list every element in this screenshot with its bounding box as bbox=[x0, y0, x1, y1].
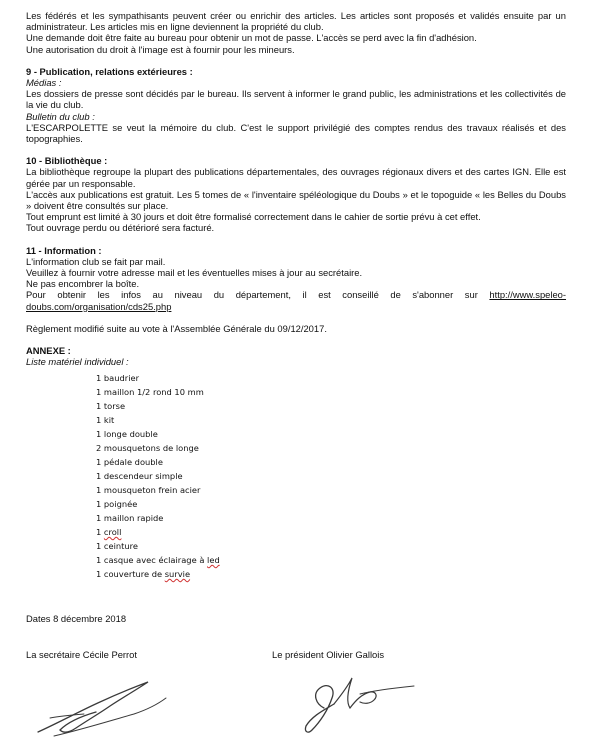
section-11-title: 11 - Information : bbox=[26, 244, 102, 256]
document-date: Dates 8 décembre 2018 bbox=[26, 613, 127, 624]
list-item: 1 descendeur simple bbox=[96, 471, 183, 482]
intro-line-3: Une autorisation du droit à l'image est à fournir pour les mineurs. bbox=[26, 43, 295, 55]
section-10-title: 10 - Bibliothèque : bbox=[26, 155, 108, 167]
list-item bbox=[96, 554, 566, 568]
document-body bbox=[26, 10, 566, 582]
president-label: Le président Olivier Gallois bbox=[272, 649, 385, 660]
list-item: 1 maillon 1/2 rond 10 mm bbox=[96, 387, 204, 398]
list-item: 1 pédale double bbox=[96, 457, 163, 468]
annexe-list-label: Liste matériel individuel : bbox=[26, 356, 129, 368]
list-item-text: 1 croll bbox=[96, 526, 122, 537]
cds25-link[interactable]: http://www.speleo-doubs.com/organisation/cds25.php bbox=[26, 289, 567, 312]
medias-label: Médias : bbox=[26, 77, 62, 89]
info-link-intro: Pour obtenir les infos au niveau du département, il est conseillé de s'abonner sur bbox=[26, 289, 478, 301]
section-9-title: 9 - Publication, relations extérieures : bbox=[26, 65, 193, 77]
info-line-2: Veuillez à fournir votre adresse mail et les éventuelles mises à jour au secrétaire. bbox=[26, 267, 363, 279]
annexe-title: ANNEXE : bbox=[26, 345, 71, 357]
info-link-paragraph bbox=[26, 289, 566, 311]
list-item-text: 1 casque avec éclairage à led bbox=[96, 554, 220, 565]
library-line-4: Tout ouvrage perdu ou détérioré sera facturé. bbox=[26, 222, 215, 234]
list-item bbox=[96, 526, 566, 540]
list-item: 2 mousquetons de longe bbox=[96, 443, 199, 454]
list-item: 1 mousqueton frein acier bbox=[96, 485, 201, 496]
spacer bbox=[26, 312, 566, 323]
list-item: 1 torse bbox=[96, 401, 126, 412]
reglement-note: Règlement modifié suite au vote à l'Assemblée Générale du 09/12/2017. bbox=[26, 322, 327, 334]
spellcheck-word: croll bbox=[103, 526, 122, 537]
spellcheck-word: led bbox=[207, 554, 220, 565]
list-item: 1 longe double bbox=[96, 429, 158, 440]
intro-line-2: Une demande doit être faite au bureau pour obtenir un mot de passe. L'accès se perd avec la fin d'adhésion. bbox=[26, 32, 477, 44]
spellcheck-word: survie bbox=[164, 568, 191, 579]
library-line-2: L'accès aux publications est gratuit. Les 5 tomes de « l'inventaire spéléologique du Doubs » et le topoguide « les Belles du Doubs » doivent être consultés sur place. bbox=[26, 188, 566, 212]
secretary-signature bbox=[30, 672, 170, 738]
library-line-3: Tout emprunt est limité à 30 jours et doit être formalisé correctement dans le cahier de sortie prévu à cet effet. bbox=[26, 211, 481, 223]
list-item-text: 1 couverture de survie bbox=[96, 568, 191, 579]
info-line-3: Ne pas encombrer la boîte. bbox=[26, 278, 140, 290]
list-item: 1 maillon rapide bbox=[96, 513, 164, 524]
library-line-1: La bibliothèque regroupe la plupart des publications départementales, des ouvrages régionaux divers et des cartes IGN. Elle est gérée par un responsable. bbox=[26, 166, 566, 189]
president-signature bbox=[290, 664, 420, 738]
list-item: 1 ceinture bbox=[96, 540, 138, 551]
intro-line-1: Les fédérés et les sympathisants peuvent créer ou enrichir des articles. Les articles sont proposés et validés ensuite par un administrateur. Les articles mis en ligne deviennent la propriété du club. bbox=[26, 10, 566, 33]
info-line-1: L'information club se fait par mail. bbox=[26, 255, 166, 267]
bulletin-text: L'ESCARPOLETTE se veut la mémoire du club. C'est le support privilégié des comptes rendus des travaux réalisés et des topographies. bbox=[26, 121, 566, 145]
medias-text: Les dossiers de presse sont décidés par le bureau. Ils servent à informer le grand public, les administrations et les collectivités de la vie du club. bbox=[26, 88, 566, 111]
bulletin-label: Bulletin du club : bbox=[26, 110, 95, 122]
secretary-label: La secrétaire Cécile Perrot bbox=[26, 649, 137, 660]
equipment-list bbox=[96, 372, 566, 581]
list-item: 1 poignée bbox=[96, 499, 138, 510]
list-item: 1 kit bbox=[96, 415, 115, 426]
list-item: 1 baudrier bbox=[96, 373, 140, 384]
list-item bbox=[96, 568, 566, 582]
